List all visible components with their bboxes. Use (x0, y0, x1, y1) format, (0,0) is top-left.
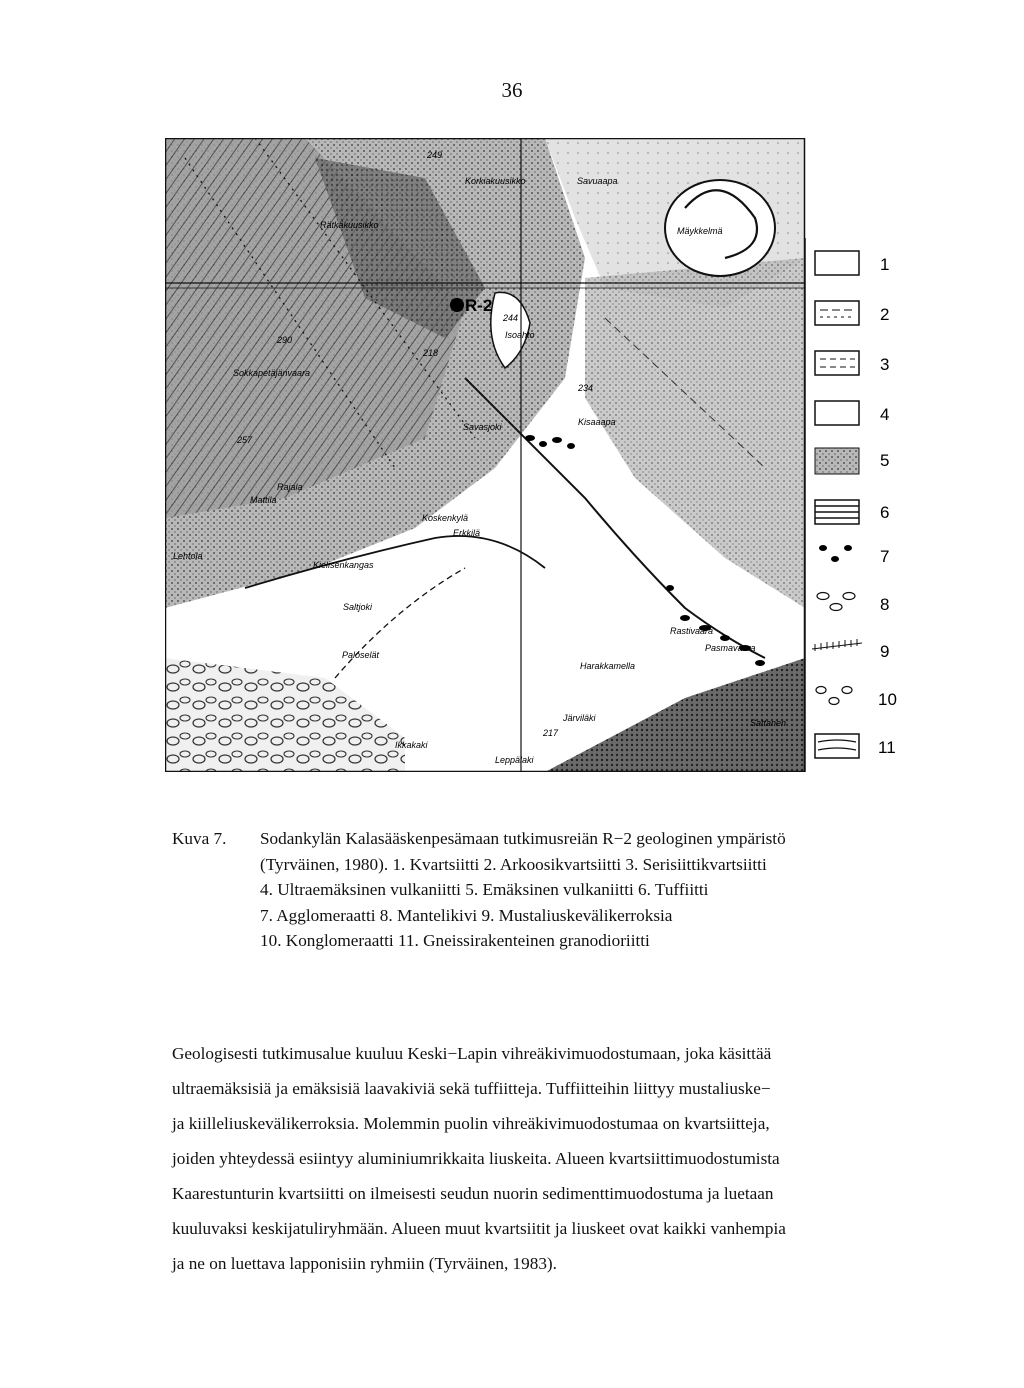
map-label: Kielisenkangas (313, 560, 374, 570)
page-number: 36 (501, 78, 523, 102)
map-label: 217 (543, 728, 559, 738)
map-label: Mäykkelmä (677, 226, 723, 236)
map-label: Rajala (277, 482, 303, 492)
legend-number: 7 (880, 547, 890, 566)
caption-line: Sodankylän Kalasääskenpesämaan tutkimusreiän R−2 geologinen ympäristö (260, 829, 786, 848)
caption-line: 7. Agglomeraatti 8. Mantelikivi 9. Mustaliuskevälikerroksia (260, 905, 673, 925)
map-label: Savasjoki (463, 422, 502, 432)
map-label: Paloselät (342, 650, 380, 660)
map-label: Erkkilä (453, 528, 481, 538)
map-label: Mattila (250, 495, 277, 505)
legend-number: 5 (880, 451, 890, 470)
map-label: 218 (423, 348, 439, 358)
map-label: Savuaapa (577, 176, 618, 186)
legend-number: 4 (880, 405, 890, 424)
caption-line: (Tyrväinen, 1980). 1. Kvartsiitti 2. Arkoosikvartsiitti 3. Serisiittikvartsiitti (260, 854, 767, 874)
map-label: 257 (237, 435, 253, 445)
map-label: 249 (427, 150, 443, 160)
map-label: 244 (503, 313, 519, 323)
legend-number: 1 (880, 255, 890, 274)
legend-number: 9 (880, 642, 890, 661)
map-label: Lehtola (173, 551, 203, 561)
body-line: ja ne on luettava lapponisiin ryhmiin (Tyrväinen, 1983). (172, 1254, 557, 1273)
geological-map (165, 138, 897, 772)
map-label: Järviläki (563, 713, 596, 723)
caption-label: Kuva 7. (172, 829, 227, 848)
borehole-label: R-2 (465, 296, 493, 315)
legend-number: 2 (880, 305, 890, 324)
geological-map-figure (165, 138, 897, 772)
body-paragraph (172, 1036, 892, 1281)
body-line: Kaarestunturin kvartsiitti on ilmeisesti seudun nuorin sedimenttimuodostuma ja luetaan (172, 1184, 774, 1203)
body-line: ja kiilleliuskevälikerroksia. Molemmin puolin vihreäkivimuodostumaa on kvartsiitteja, (172, 1114, 770, 1133)
legend-number: 10 (878, 690, 897, 709)
legend-number: 8 (880, 595, 890, 614)
legend-number: 11 (878, 738, 896, 757)
caption-text (260, 826, 912, 954)
legend-swatch-arkose-quartzite (815, 301, 859, 325)
map-label: Isoahto (505, 330, 535, 340)
map-label: Korkiakuusikko (465, 176, 526, 186)
map-label: Harakkamella (580, 661, 636, 671)
figure-caption (172, 826, 912, 954)
body-line: ultraemäksisiä ja emäksisiä laavakiviä sekä tuffiitteja. Tuffiitteihin liittyy mustaliuske− (172, 1079, 771, 1098)
caption-line: 4. Ultraemäksinen vulkaniitti 5. Emäksinen vulkaniitti 6. Tuffiitti (260, 880, 709, 899)
map-label: Kisaaapa (578, 417, 616, 427)
map-label: Rätkäkuusikko (320, 220, 379, 230)
map-label: Sokkapetäjänvaara (233, 368, 311, 378)
legend-swatch-ultramafic-volcanite (815, 401, 859, 425)
caption-line: 10. Konglomeraatti 11. Gneissirakenteinen granodioriitti (260, 931, 650, 950)
map-label: Ikkakaki (395, 740, 428, 750)
legend-number: 3 (880, 355, 890, 374)
map-label: Pasmavaara (705, 643, 756, 653)
body-line: kuuluvaksi keskijatuliryhmään. Alueen muut kvartsiitit ja liuskeet ovat kaikki vanhempia (172, 1219, 786, 1238)
legend-number: 6 (880, 503, 890, 522)
legend-swatch-granodiorite (815, 734, 859, 758)
legend-swatch-sericite-quartzite (815, 351, 859, 375)
legend-swatch-quartzite (815, 251, 859, 275)
map-label: Koskenkylä (422, 513, 469, 523)
map-label: Saltjoki (343, 602, 373, 612)
body-line: joiden yhteydessä esiintyy aluminiumrikkaita liuskeita. Alueen kvartsiittimuodostumista (172, 1149, 780, 1168)
map-label: Sattanen (750, 718, 787, 728)
body-line: Geologisesti tutkimusalue kuuluu Keski−Lapin vihreäkivimuodostumaan, joka käsittää (172, 1044, 772, 1063)
map-label: Leppälaki (495, 755, 534, 765)
map-label: 234 (578, 383, 594, 393)
legend-swatch-mafic-volcanite (815, 448, 859, 474)
map-label: 290 (277, 335, 293, 345)
map-label: Rastivaara (670, 626, 714, 636)
